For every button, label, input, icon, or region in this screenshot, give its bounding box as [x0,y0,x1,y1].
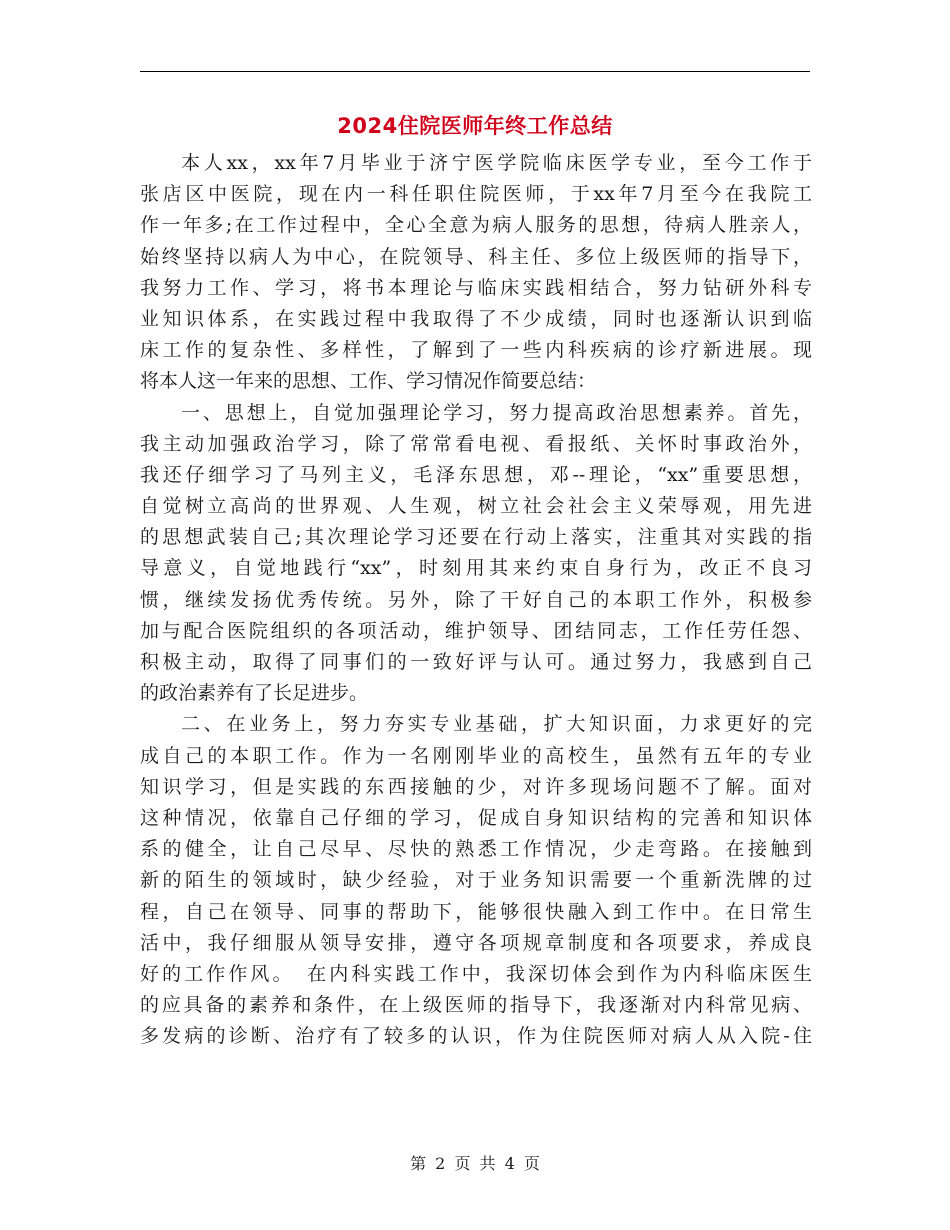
header-rule [140,71,810,72]
body-line: 的政治素养有了长足进步。 [140,682,369,705]
body-line: 二、在业务上，努力夯实专业基础，扩大知识面，力求更好的完 [181,713,812,736]
body-line: 我还仔细学习了马列主义，毛泽东思想，邓--理论，“xx”重要思想， [140,463,812,486]
body-line: 导意义，自觉地践行“xx”，时刻用其来约束自身行为，改正不良习 [140,557,812,580]
page-number: 第 2 页 共 4 页 [410,1154,540,1173]
body-line: 惯，继续发扬优秀传统。另外，除了干好自己的本职工作外，积极参 [140,588,812,611]
body-line: 床工作的复杂性、多样性，了解到了一些内科疾病的诊疗新进展。现 [140,339,812,362]
body-line: 活中，我仔细服从领导安排，遵守各项规章制度和各项要求，养成良 [140,931,812,954]
body-line: 我努力工作、学习，将书本理论与临床实践相结合，努力钻研外科专 [140,276,812,299]
document-title: 2024住院医师年终工作总结 [337,114,613,138]
body-line: 将本人这一年来的思想、工作、学习情况作简要总结： [140,370,597,393]
body-line: 张店区中医院，现在内一科任职住院医师，于xx年7月至今在我院工 [140,183,812,206]
body-line: 业知识体系，在实践过程中我取得了不少成绩，同时也逐渐认识到临 [140,307,812,330]
body-line: 我主动加强政治学习，除了常常看电视、看报纸、关怀时事政治外， [140,432,812,455]
body-line: 一、思想上，自觉加强理论学习，努力提高政治思想素养。首先， [181,401,812,424]
body-line: 加与配合医院组织的各项活动，维护领导、团结同志，工作任劳任怨、 [140,619,812,642]
body-line: 新的陌生的领域时，缺少经验，对于业务知识需要一个重新洗牌的过 [140,869,812,892]
body-line: 知识学习，但是实践的东西接触的少，对许多现场问题不了解。面对 [140,775,812,798]
body-line: 自觉树立高尚的世界观、人生观，树立社会社会主义荣辱观，用先进 [140,495,812,518]
body-line: 的思想武装自己;其次理论学习还要在行动上落实，注重其对实践的指 [140,526,812,549]
body-line: 这种情况，依靠自己仔细的学习，促成自身知识结构的完善和知识体 [140,806,812,829]
body-line: 成自己的本职工作。作为一名刚刚毕业的高校生，虽然有五年的专业 [140,744,812,767]
body-line: 积极主动，取得了同事们的一致好评与认可。通过努力，我感到自己 [140,651,812,673]
body-line: 多发病的诊断、治疗有了较多的认识，作为住院医师对病人从入院-住 [140,1025,812,1048]
body-line: 本人xx，xx年7月毕业于济宁医学院临床医学专业，至今工作于 [181,152,812,174]
body-line: 作一年多;在工作过程中，全心全意为病人服务的思想，待病人胜亲人， [140,214,812,237]
body-line: 系的健全，让自己尽早、尽快的熟悉工作情况，少走弯路。在接触到 [140,838,812,861]
body-line: 的应具备的素养和条件，在上级医师的指导下，我逐渐对内科常见病、 [140,994,812,1017]
body-line: 好的工作作风。 在内科实践工作中，我深切体会到作为内科临床医生 [140,962,812,985]
body-line: 始终坚持以病人为中心，在院领导、科主任、多位上级医师的指导下， [140,245,812,268]
body-line: 程，自己在领导、同事的帮助下，能够很快融入到工作中。在日常生 [140,900,812,923]
document-body [140,148,812,1052]
